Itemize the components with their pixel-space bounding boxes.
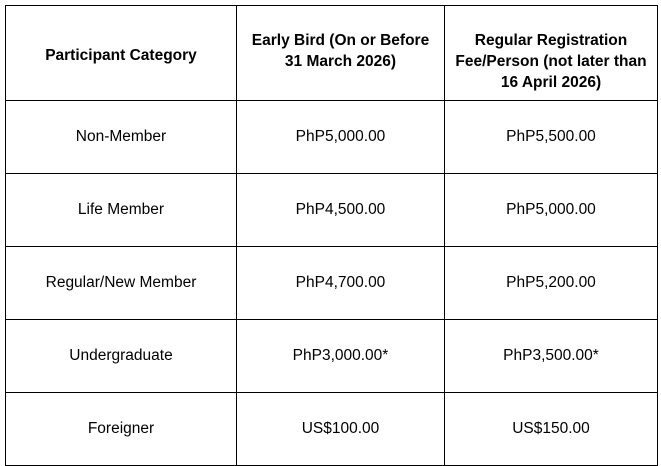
category-cell: Non-Member xyxy=(6,101,237,174)
table-row xyxy=(6,247,658,320)
regular-fee-cell: PhP5,200.00 xyxy=(445,247,658,320)
early-bird-fee-cell: PhP4,500.00 xyxy=(237,174,445,247)
registration-fee-table xyxy=(5,5,658,466)
early-bird-fee-cell: PhP4,700.00 xyxy=(237,247,445,320)
regular-fee-cell: US$150.00 xyxy=(445,393,658,466)
header-participant-category: Participant Category xyxy=(6,6,237,101)
header-regular-registration: Regular Registration Fee/Person (not later than 16 April 2026) xyxy=(445,6,658,101)
early-bird-fee-cell: PhP3,000.00* xyxy=(237,320,445,393)
table-header-row xyxy=(6,6,658,101)
early-bird-fee-cell: US$100.00 xyxy=(237,393,445,466)
table-row xyxy=(6,174,658,247)
table-row xyxy=(6,320,658,393)
early-bird-fee-cell: PhP5,000.00 xyxy=(237,101,445,174)
category-cell: Regular/New Member xyxy=(6,247,237,320)
category-cell: Undergraduate xyxy=(6,320,237,393)
table-row xyxy=(6,101,658,174)
table-row xyxy=(6,393,658,466)
regular-fee-cell: PhP3,500.00* xyxy=(445,320,658,393)
header-early-bird: Early Bird (On or Before 31 March 2026) xyxy=(237,6,445,101)
regular-fee-cell: PhP5,500.00 xyxy=(445,101,658,174)
regular-fee-cell: PhP5,000.00 xyxy=(445,174,658,247)
category-cell: Foreigner xyxy=(6,393,237,466)
category-cell: Life Member xyxy=(6,174,237,247)
